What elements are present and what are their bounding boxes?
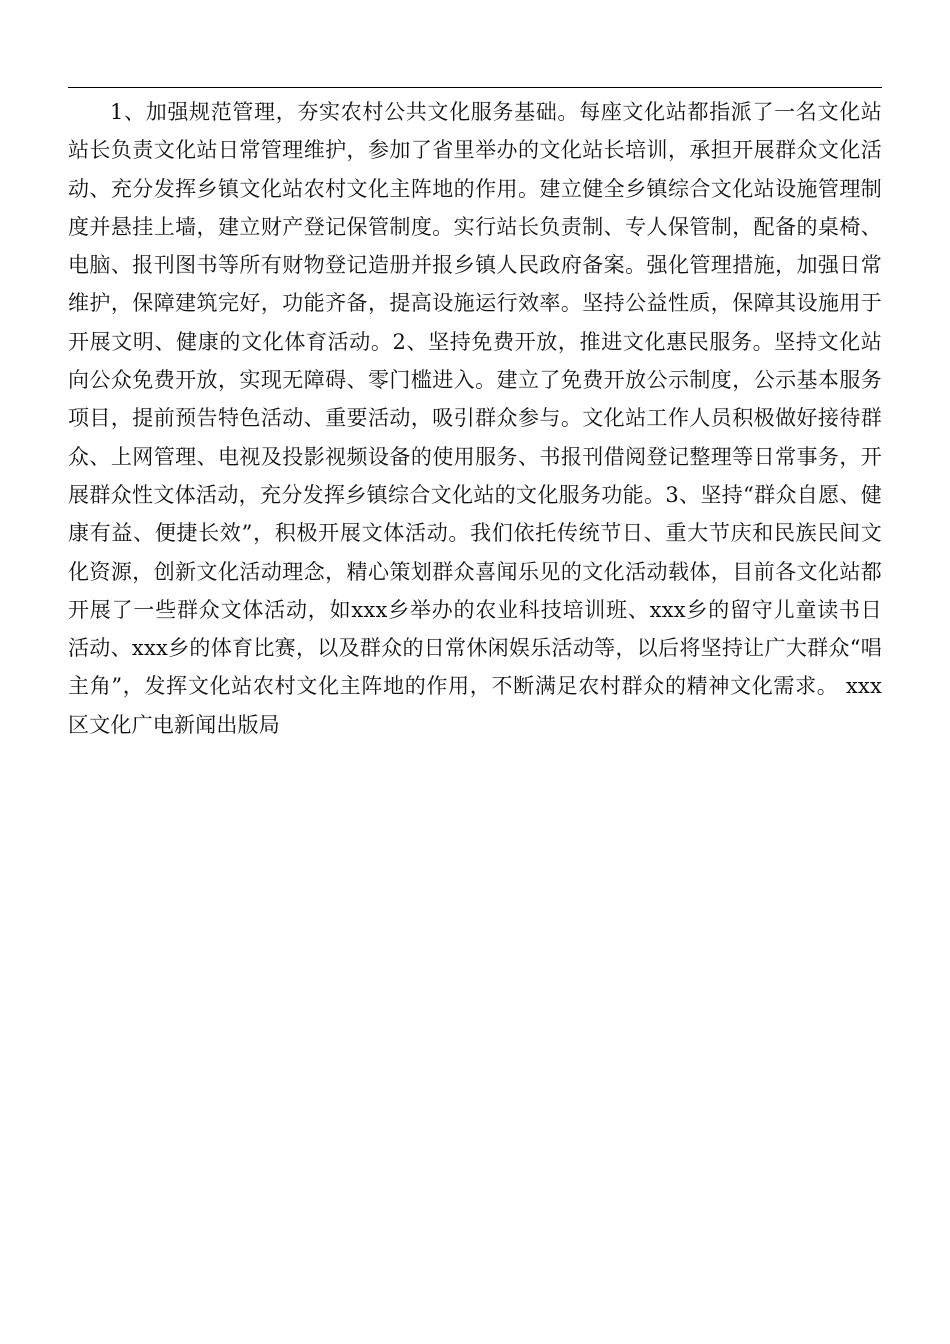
- body-paragraph: 1、加强规范管理，夯实农村公共文化服务基础。每座文化站都指派了一名文化站站长负责文化站日常管理维护，参加了省里举办的文化站长培训，承担开展群众文化活动、充分发挥乡镇文化站农村文化主阵地的作用。建立健全乡镇综合文化站设施管理制度并悬挂上墙，建立财产登记保管制度。实行站长负责制、专人保管制，配备的桌椅、电脑、报刊图书等所有财物登记造册并报乡镇人民政府备案。强化管理措施，加强日常维护，保障建筑完好，功能齐备，提高设施运行效率。坚持公益性质，保障其设施用于开展文明、健康的文化体育活动。2、坚持免费开放，推进文化惠民服务。坚持文化站向公众免费开放，实现无障碍、零门槛进入。建立了免费开放公示制度，公示基本服务项目，提前预告特色活动、重要活动，吸引群众参与。文化站工作人员积极做好接待群众、上网管理、电视及投影视频设备的使用服务、书报刊借阅登记整理等日常事务，开展群众性文体活动，充分发挥乡镇综合文化站的文化服务功能。3、坚持“群众自愿、健康有益、便捷长效”，积极开展文体活动。我们依托传统节日、重大节庆和民族民间文化资源，创新文化活动理念，精心策划群众喜闻乐见的文化活动载体，目前各文化站都开展了一些群众文体活动，如xxx乡举办的农业科技培训班、xxx乡的留守儿童读书日活动、xxx乡的体育比赛，以及群众的日常休闲娱乐活动等，以后将坚持让广大群众“唱主角”，发挥文化站农村文化主阵地的作用，不断满足农村群众的精神文化需求。 xxx区文化广电新闻出版局: [68, 100, 882, 737]
- header-rule: [68, 87, 882, 88]
